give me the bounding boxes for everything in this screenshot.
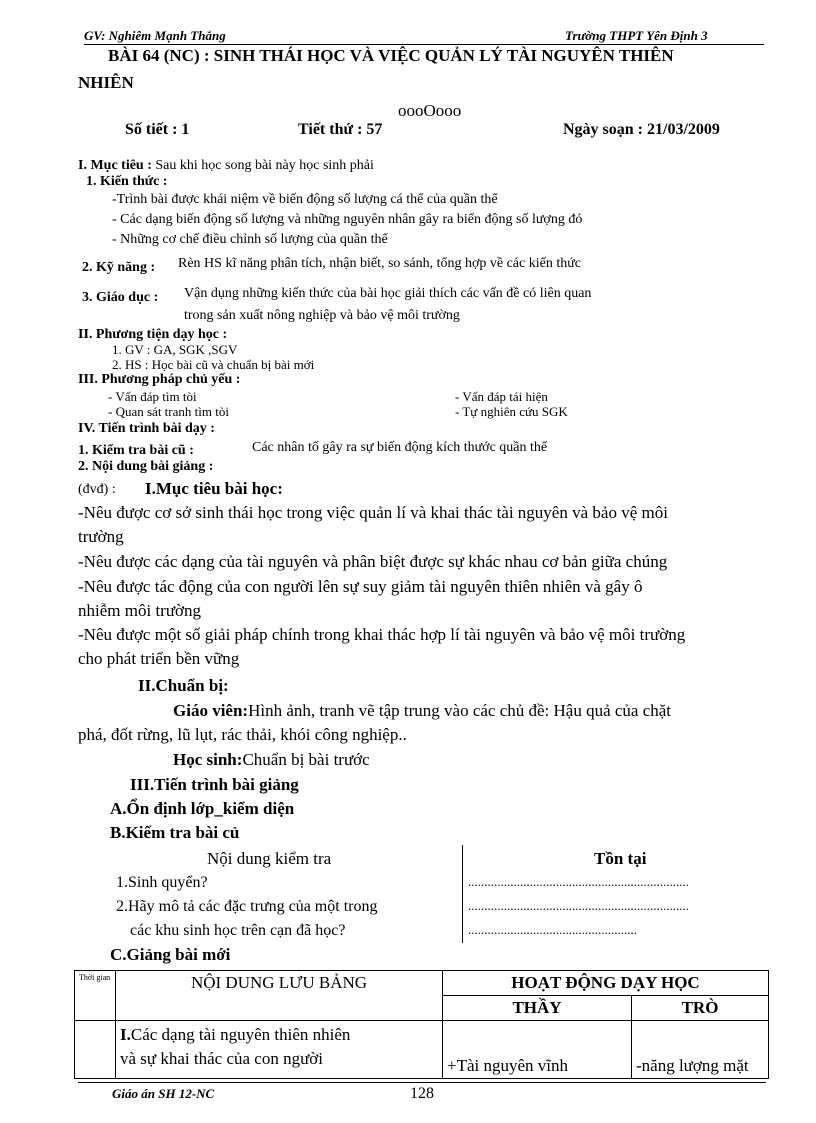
phuong-phap-heading: III. Phương pháp chủ yếu : xyxy=(78,372,241,387)
hoc-sinh-label: Học sinh: xyxy=(173,750,243,769)
phuong-tien-gv: 1. GV : GA, SGK ,SGV xyxy=(112,342,238,357)
col-hoat-dong: HOẠT ĐỘNG DẠY HỌC xyxy=(443,971,769,996)
tien-trinh-heading: IV. Tiến trình bài dạy : xyxy=(78,421,215,436)
tiet-thu: Tiết thứ : 57 xyxy=(298,121,383,138)
row1-title-cont: và sự khai thác của con người xyxy=(120,1049,324,1068)
kiem-tra-heading: 1. Kiểm tra bài cũ : xyxy=(78,443,194,458)
on-dinh-heading: A.Ổn định lớp_kiểm diện xyxy=(110,799,295,818)
giao-vien-line xyxy=(173,701,671,721)
col-noi-dung: NỘI DUNG LƯU BẢNG xyxy=(116,971,443,1021)
phuong-phap-item: - Vấn đáp tìm tòi xyxy=(108,389,197,404)
col-tro: TRÒ xyxy=(632,996,769,1021)
giao-duc-text: Vận dụng những kiến thức của bài học giải thích các vấn đề có liên quan xyxy=(184,286,592,301)
col-thay: THẦY xyxy=(443,996,632,1021)
lesson-title-cont: NHIÊN xyxy=(78,73,134,92)
so-tiet: Số tiết : 1 xyxy=(125,121,190,138)
dvd-label: (đvđ) : xyxy=(78,482,116,497)
ky-nang-text: Rèn HS kĩ năng phân tích, nhận biết, so sánh, tổng hợp về các kiến thức xyxy=(178,256,582,271)
kiem-tra-bai-cu-heading: B.Kiểm tra bài củ xyxy=(110,823,240,842)
check-question-cont: các khu sinh học trên cạn đã học? xyxy=(130,922,346,939)
cell-tro: -năng lượng mặt xyxy=(632,1021,769,1079)
giao-vien-line-cont: phá, đốt rừng, lũ lụt, rác thải, khói công nghiệp.. xyxy=(78,725,407,744)
kien-thuc-item: - Các dạng biến động số lượng và những nguyên nhân gây ra biến động số lượng đó xyxy=(112,212,583,227)
col-thoi-gian: Thời gian xyxy=(75,971,116,1021)
body-line: cho phát triển bền vững xyxy=(78,649,240,668)
check-col-noi-dung: Nội dung kiểm tra xyxy=(207,849,332,868)
header-school: Trường THPT Yên Định 3 xyxy=(565,28,708,43)
tien-trinh-giang-heading: III.Tiến trình bài giảng xyxy=(130,775,299,794)
check-question: 2.Hãy mô tả các đặc trưng của một trong xyxy=(116,898,378,915)
body-line: -Nêu được một số giải pháp chính trong khai thác hợp lí tài nguyên và bảo vệ môi trường xyxy=(78,625,686,644)
noi-dung-heading: 2. Nội dung bài giảng : xyxy=(78,459,214,474)
giao-vien-text: Hình ảnh, tranh vẽ tập trung vào các chủ đề: Hậu quả của chặt xyxy=(248,701,672,720)
giao-vien-label: Giáo viên: xyxy=(173,701,249,720)
lesson-plan-table xyxy=(74,970,769,1079)
check-question: 1.Sinh quyển? xyxy=(116,874,208,891)
phuong-phap-item: - Quan sát tranh tìm tòi xyxy=(108,404,229,419)
body-line: -Nêu được tác động của con người lên sự suy giảm tài nguyên thiên nhiên và gây ô xyxy=(78,577,643,596)
phuong-tien-heading: II. Phương tiện dạy học : xyxy=(78,327,228,342)
body-line: -Nêu được cơ sở sinh thái học trong việc quản lí và khai thác tài nguyên và bảo vệ môi xyxy=(78,503,668,522)
check-answer-dots: .................................................................... xyxy=(468,898,689,913)
cell-noi-dung xyxy=(116,1021,443,1079)
muc-tieu-heading: I. Mục tiêu : xyxy=(78,158,152,173)
kiem-tra-text: Các nhân tố gây ra sự biến động kích thước quần thể xyxy=(252,440,548,455)
check-table-divider xyxy=(462,845,463,943)
page-number: 128 xyxy=(410,1085,434,1102)
muc-tieu-intro: Sau khi học song bài này học sinh phải xyxy=(155,158,374,173)
ky-nang-heading: 2. Kỹ năng : xyxy=(82,260,156,275)
ornament: oooOooo xyxy=(398,101,462,120)
body-line: nhiễm môi trường xyxy=(78,601,202,620)
footer-rule xyxy=(78,1082,766,1083)
kien-thuc-heading: 1. Kiến thức : xyxy=(86,174,168,189)
muc-tieu-bai-hoc: I.Mục tiêu bài học: xyxy=(145,479,283,498)
hoc-sinh-text: Chuẩn bị bài trước xyxy=(242,750,370,769)
phuong-phap-item: - Tự nghiên cứu SGK xyxy=(455,404,568,419)
check-answer-dots: .................................................................... xyxy=(468,874,689,889)
kien-thuc-item: - Những cơ chế điều chỉnh số lượng của quần thể xyxy=(112,232,388,247)
cell-thay: +Tài nguyên vĩnh xyxy=(443,1021,632,1079)
phuong-phap-item: - Vấn đáp tái hiện xyxy=(455,389,548,404)
body-line: trường xyxy=(78,527,124,546)
muc-tieu xyxy=(78,158,374,174)
body-line: -Nêu được các dạng của tài nguyên và phân biệt được sự khác nhau cơ bản giữa chúng xyxy=(78,552,668,571)
header-rule xyxy=(84,44,764,45)
row1-bullet: I. xyxy=(120,1025,131,1044)
cell-thoi-gian xyxy=(75,1021,116,1079)
giao-duc-text: trong sản xuất nông nghiệp và bảo vệ môi trường xyxy=(184,308,460,323)
check-answer-dots: .................................................... xyxy=(468,922,637,937)
lesson-title: BÀI 64 (NC) : SINH THÁI HỌC VÀ VIỆC QUẢN LÝ TÀI NGUYÊN THIÊN xyxy=(108,46,674,65)
header-teacher: GV: Nghiêm Mạnh Thắng xyxy=(84,28,226,43)
giao-duc-heading: 3. Giáo dục : xyxy=(82,290,159,305)
chuan-bi-heading: II.Chuẩn bị: xyxy=(138,676,229,695)
kien-thuc-item: -Trình bài được khái niệm về biến động số lượng cá thể của quần thể xyxy=(112,192,498,207)
row1-title: Các dạng tài nguyên thiên nhiên xyxy=(130,1025,351,1044)
phuong-tien-hs: 2. HS : Học bài cũ và chuẩn bị bài mới xyxy=(112,357,315,372)
giang-bai-moi-heading: C.Giảng bài mới xyxy=(110,945,231,964)
footer-title: Giáo án SH 12-NC xyxy=(112,1086,215,1101)
hoc-sinh-line xyxy=(173,750,370,770)
check-col-ton-tai: Tồn tại xyxy=(594,849,647,868)
ngay-soan: Ngày soạn : 21/03/2009 xyxy=(563,121,720,138)
